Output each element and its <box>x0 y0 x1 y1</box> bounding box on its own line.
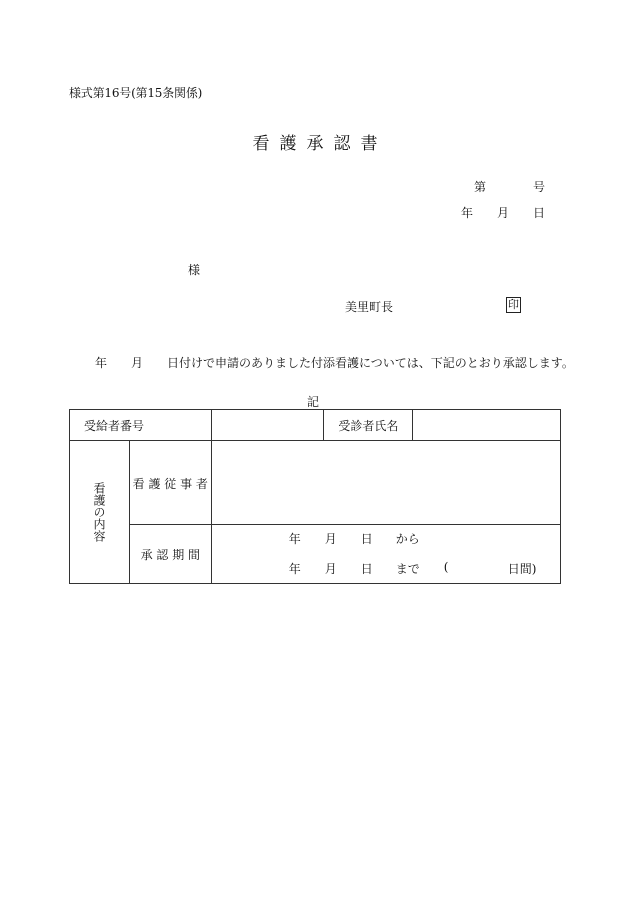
nursing-content-label-cell <box>70 441 130 584</box>
period-label: 承 認 期 間 <box>129 525 211 584</box>
body-year: 年 <box>95 356 108 370</box>
issuer-name: 美里町長 <box>345 300 394 314</box>
doc-number-go: 号 <box>533 180 546 194</box>
nurse-field[interactable] <box>211 441 560 525</box>
table-row <box>70 441 561 525</box>
table-row <box>70 410 561 441</box>
recipient-number-label: 受給者番号 <box>70 410 212 441</box>
doc-number-dai: 第 <box>474 180 487 194</box>
patient-name-label: 受診者氏名 <box>324 410 413 441</box>
nurse-label: 看 護 従 事 者 <box>129 441 211 525</box>
period-from-day: 日 <box>360 532 373 546</box>
issue-date-month: 月 <box>497 206 510 220</box>
period-to-day: 日 <box>360 562 373 576</box>
body-text <box>95 354 574 371</box>
period-to-month: 月 <box>324 562 337 576</box>
period-days-open-paren: ( <box>443 560 449 574</box>
addressee-honorific: 様 <box>188 263 201 277</box>
period-to-suffix: まで <box>395 562 420 576</box>
recipient-number-field[interactable] <box>211 410 324 441</box>
nursing-content-label: 看護の内容 <box>91 482 106 542</box>
document-title: 看護承認書 <box>252 134 388 154</box>
period-from-suffix: から <box>395 532 420 546</box>
period-from-month: 月 <box>324 532 337 546</box>
approval-table <box>69 409 561 584</box>
table-row <box>70 525 561 584</box>
patient-name-field[interactable] <box>413 410 561 441</box>
issue-date-day: 日 <box>533 206 546 220</box>
form-number: 様式第16号(第15条関係) <box>69 86 203 100</box>
period-days-suffix: 日間) <box>507 562 537 576</box>
seal-mark <box>506 297 521 313</box>
period-to-year: 年 <box>288 562 301 576</box>
issue-date-year: 年 <box>461 206 474 220</box>
period-from-year: 年 <box>288 532 301 546</box>
body-rest: 日付けで申請のありました付添看護については、下記のとおり承認します。 <box>167 356 574 370</box>
ki-heading: 記 <box>307 395 320 409</box>
body-month: 月 <box>131 356 144 370</box>
period-field[interactable] <box>211 525 560 584</box>
seal-label: 印 <box>508 298 519 311</box>
